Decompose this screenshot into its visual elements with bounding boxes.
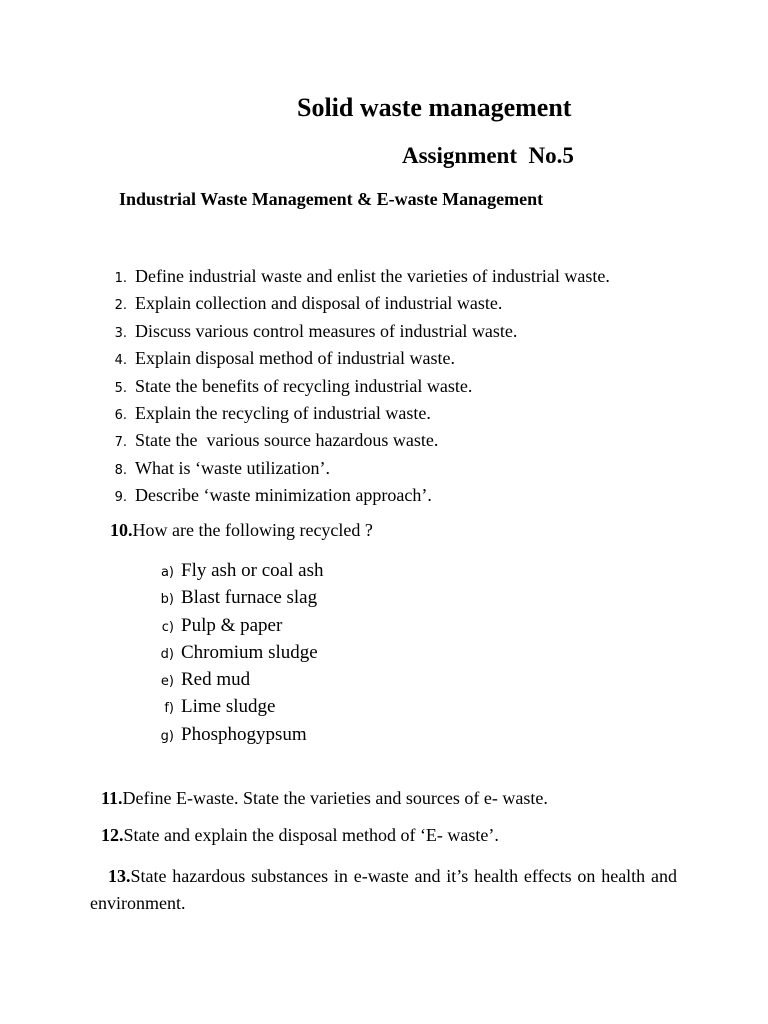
question-text: How are the following recycled ? [132,520,373,540]
sub-item [152,584,323,611]
question-11 [101,788,548,809]
sub-item-letter: d) [160,646,174,662]
question-number: 3. [114,325,127,341]
question-text: Explain the recycling of industrial waste. [135,402,431,423]
question-number: 12. [101,825,124,845]
question-text: Define E-waste. State the varieties and sources of e- waste. [122,788,548,808]
question-text: Define industrial waste and enlist the varieties of industrial waste. [135,266,610,286]
question-item [100,345,610,372]
question-number: 8. [114,462,127,478]
question-text: State hazardous substances in e-waste and it’s health effects on health and environment. [90,866,677,913]
question-text: What is ‘waste utilization’. [135,457,330,478]
question-number: 10. [110,520,133,540]
sub-item [152,666,323,693]
sub-item-text: Fly ash or coal ash [181,560,324,581]
sub-item-letter: g) [160,728,174,744]
question-item [100,482,610,509]
sub-item-text: Phosphogypsum [181,723,307,745]
question-13 [90,863,677,917]
sub-item-letter: b) [160,592,174,608]
question-item [100,263,610,290]
question-item [100,373,610,400]
question-text: State the various source hazardous waste. [135,430,439,451]
question-text: State and explain the disposal method of ‘E- waste’. [123,825,499,845]
sub-item-text: Lime sludge [181,696,276,718]
sub-item [152,639,323,666]
sub-item-text: Chromium sludge [181,641,318,663]
sub-item [152,612,323,639]
question-number: 7. [114,435,127,451]
question-number: 5. [114,380,127,396]
question-number: 9. [114,490,127,506]
assignment-number: Assignment No.5 [402,143,574,168]
question-10 [110,520,373,541]
question-number: 6. [114,407,127,423]
question-item [100,318,610,345]
question-item [100,427,610,454]
question-item [100,455,610,482]
sub-item-letter: e) [160,674,174,690]
question-item [100,400,610,427]
sub-item [152,721,323,748]
sub-item [152,557,323,584]
sub-item [152,693,323,720]
sub-item-text: Red mud [181,669,251,691]
question-text: Discuss various control measures of industrial waste. [135,320,518,341]
question-text: Explain collection and disposal of industrial waste. [135,293,503,314]
question-number: 11. [101,788,123,808]
question-text: Describe ‘waste minimization approach’. [135,485,432,506]
sub-item-text: Blast furnace slag [181,587,318,609]
question-number: 1. [114,271,127,286]
question-number: 4. [114,353,127,369]
question-number: 2. [114,298,127,314]
question-12 [101,825,499,846]
question-text: Explain disposal method of industrial waste. [135,348,455,369]
sub-item-letter: a) [160,565,174,580]
recycled-items-list [152,557,323,748]
assignment-subtitle: Industrial Waste Management & E-waste Management [119,189,544,209]
question-text: State the benefits of recycling industrial waste. [135,375,473,396]
question-number: 13. [108,866,131,886]
question-list [100,263,610,510]
question-item [100,290,610,317]
sub-item-letter: c) [161,619,174,635]
sub-item-letter: f) [164,701,174,717]
sub-item-text: Pulp & paper [181,614,283,636]
document-title: Solid waste management [297,93,572,122]
